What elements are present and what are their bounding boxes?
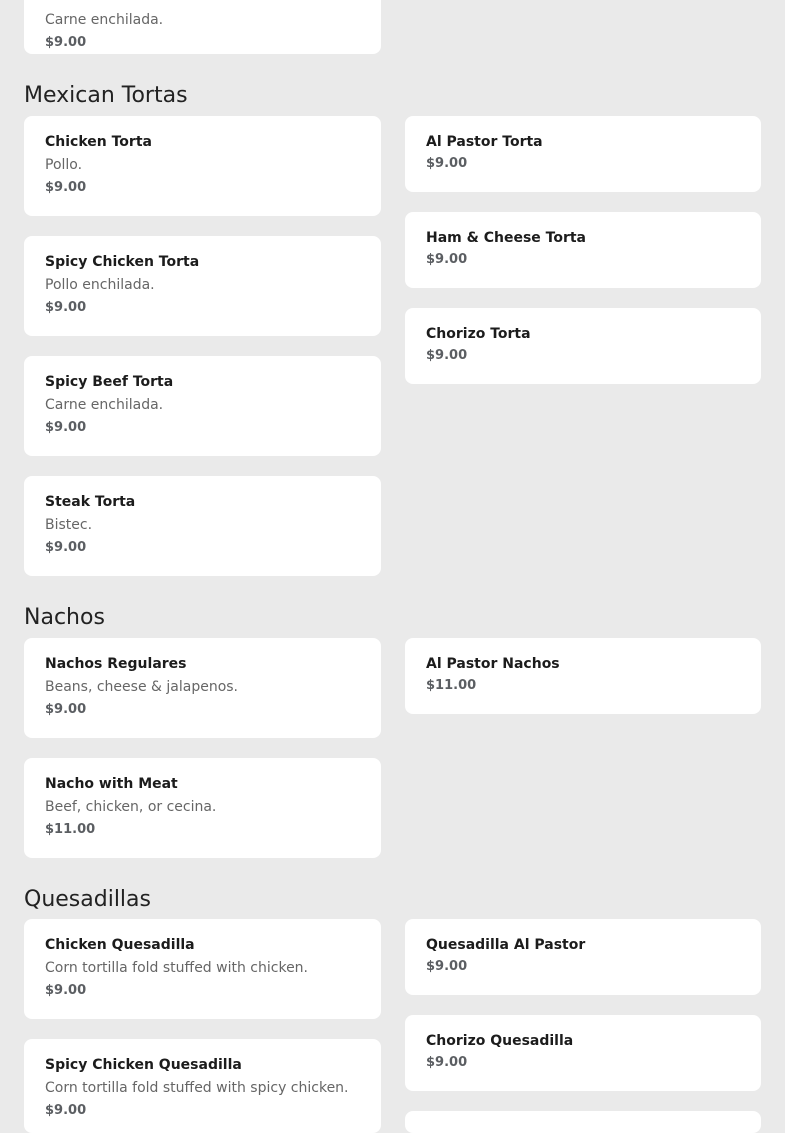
menu-item-card[interactable] xyxy=(24,236,381,336)
menu-item-card[interactable] xyxy=(24,638,381,738)
menu-item-card[interactable] xyxy=(24,0,381,54)
item-price: $9.00 xyxy=(426,252,468,267)
item-price: $9.00 xyxy=(426,156,468,171)
item-name: Quesadilla Al Pastor xyxy=(426,937,586,953)
item-name: Spicy Chicken Torta xyxy=(45,254,200,270)
menu-item-card[interactable] xyxy=(405,1015,761,1091)
item-price: $9.00 xyxy=(45,300,87,315)
item-name: Chorizo Torta xyxy=(426,326,531,342)
item-name: Steak Torta xyxy=(45,494,136,510)
item-name: Spicy Chicken Quesadilla xyxy=(45,1057,242,1073)
item-description: Beans, cheese & jalapenos. xyxy=(45,679,239,695)
item-name: Al Pastor Nachos xyxy=(426,656,560,672)
item-name: Nachos Regulares xyxy=(45,656,187,672)
item-description: Pollo enchilada. xyxy=(45,277,155,293)
item-price: $9.00 xyxy=(45,983,87,998)
menu-item-card[interactable] xyxy=(405,308,761,384)
item-price: $9.00 xyxy=(45,420,87,435)
item-name: Chicken Torta xyxy=(45,134,152,150)
item-name: Chorizo Quesadilla xyxy=(426,1033,574,1049)
item-name: Ham & Cheese Torta xyxy=(426,230,586,246)
item-description: Beef, chicken, or cecina. xyxy=(45,799,217,815)
item-price: $11.00 xyxy=(45,822,96,837)
menu-item-card[interactable] xyxy=(405,212,761,288)
item-name: Chicken Quesadilla xyxy=(45,937,195,953)
menu-item-card[interactable] xyxy=(405,116,761,192)
menu-item-card[interactable] xyxy=(24,919,381,1019)
item-description: Carne enchilada. xyxy=(45,12,164,28)
item-price: $9.00 xyxy=(45,540,87,555)
menu-item-card[interactable] xyxy=(24,116,381,216)
item-price: $9.00 xyxy=(426,348,468,363)
menu-item-card[interactable] xyxy=(405,919,761,995)
menu-item-card[interactable] xyxy=(24,758,381,858)
item-price: $9.00 xyxy=(45,702,87,717)
section-title-nachos: Nachos xyxy=(24,605,105,630)
section-title-quesadillas: Quesadillas xyxy=(24,887,151,912)
item-name: Nacho with Meat xyxy=(45,776,178,792)
item-price: $9.00 xyxy=(45,180,87,195)
section-title-mexican-tortas: Mexican Tortas xyxy=(24,83,188,108)
menu-item-card-partial[interactable] xyxy=(405,1111,761,1133)
item-name: Spicy Beef Torta xyxy=(45,374,174,390)
item-description: Corn tortilla fold stuffed with spicy chicken. xyxy=(45,1080,349,1096)
item-price: $9.00 xyxy=(426,1055,468,1070)
item-price: $9.00 xyxy=(426,959,468,974)
item-description: Corn tortilla fold stuffed with chicken. xyxy=(45,960,308,976)
menu-item-card[interactable] xyxy=(24,476,381,576)
menu-item-card[interactable] xyxy=(24,1039,381,1133)
item-description: Bistec. xyxy=(45,517,93,533)
item-description: Pollo. xyxy=(45,157,83,173)
menu-item-card[interactable] xyxy=(405,638,761,714)
item-description: Carne enchilada. xyxy=(45,397,164,413)
menu-item-card[interactable] xyxy=(24,356,381,456)
item-price: $9.00 xyxy=(45,1103,87,1118)
item-price: $11.00 xyxy=(426,678,477,693)
item-price: $9.00 xyxy=(45,35,87,50)
item-name: Al Pastor Torta xyxy=(426,134,543,150)
